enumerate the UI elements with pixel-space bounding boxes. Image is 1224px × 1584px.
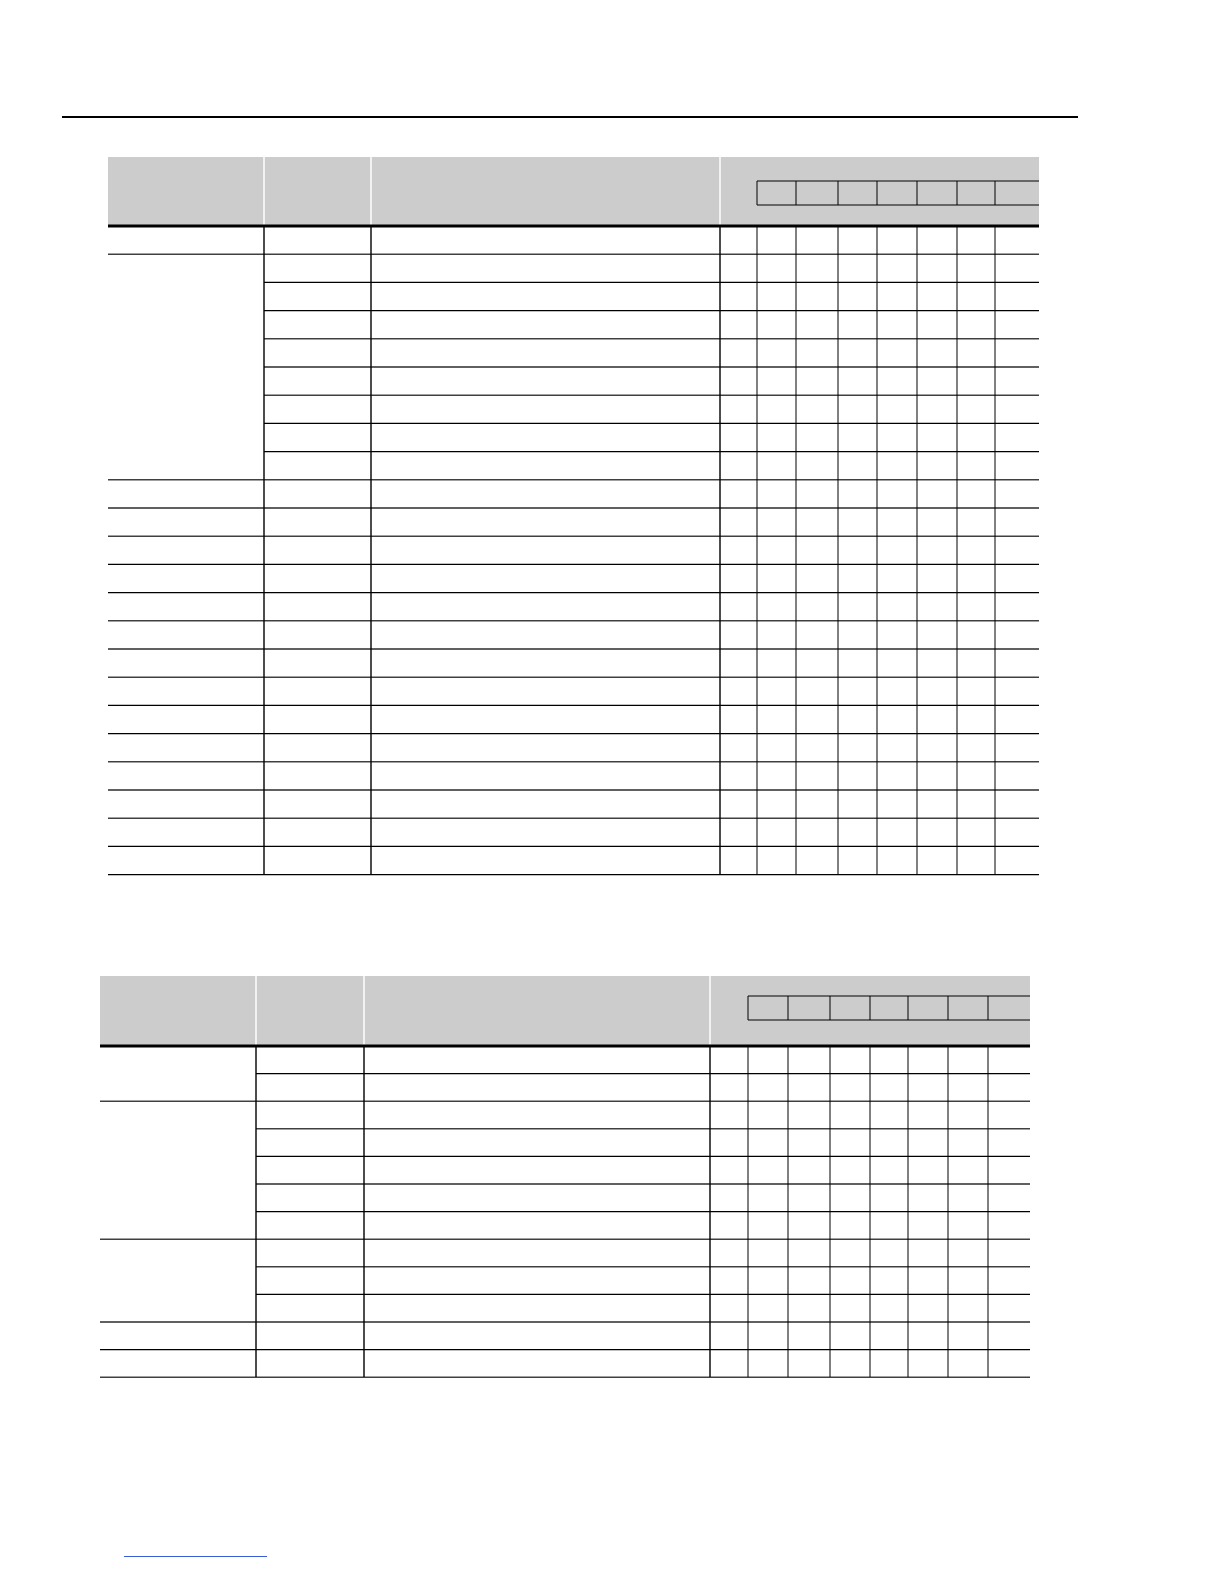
page-top-rule bbox=[62, 116, 1078, 118]
table-row bbox=[108, 734, 1039, 762]
table-row bbox=[100, 1350, 1030, 1378]
table-row bbox=[264, 254, 1039, 282]
table-row bbox=[264, 367, 1039, 395]
table-row bbox=[100, 1294, 1030, 1322]
table-row bbox=[108, 452, 1039, 480]
table-row bbox=[264, 339, 1039, 367]
table-row bbox=[256, 1129, 1030, 1157]
table-row bbox=[108, 846, 1039, 874]
header-background bbox=[100, 976, 1030, 1046]
table-1 bbox=[100, 150, 1050, 920]
table-row bbox=[108, 621, 1039, 649]
table-row bbox=[108, 564, 1039, 592]
table-2-grid bbox=[92, 970, 1042, 1390]
table-row bbox=[108, 705, 1039, 733]
table-row bbox=[256, 1267, 1030, 1295]
table-row bbox=[100, 1322, 1030, 1350]
table-row bbox=[108, 649, 1039, 677]
table-row bbox=[256, 1046, 1030, 1074]
table-row bbox=[100, 1074, 1030, 1102]
table-row bbox=[108, 677, 1039, 705]
table-row bbox=[108, 480, 1039, 508]
table-row bbox=[100, 1212, 1030, 1240]
table-row bbox=[264, 311, 1039, 339]
table-row bbox=[256, 1156, 1030, 1184]
table-row bbox=[264, 395, 1039, 423]
table-row bbox=[256, 1239, 1030, 1267]
table-row bbox=[108, 536, 1039, 564]
table-row bbox=[264, 282, 1039, 310]
table-row bbox=[108, 790, 1039, 818]
table-row bbox=[264, 423, 1039, 451]
table-row bbox=[108, 508, 1039, 536]
header-background bbox=[108, 157, 1039, 226]
table-2 bbox=[92, 970, 1042, 1390]
table-row bbox=[108, 818, 1039, 846]
table-row bbox=[108, 762, 1039, 790]
table-row bbox=[108, 593, 1039, 621]
table-row bbox=[256, 1101, 1030, 1129]
table-row bbox=[256, 1184, 1030, 1212]
table-1-grid bbox=[100, 150, 1050, 920]
footer-link-underline[interactable] bbox=[124, 1556, 267, 1557]
table-row bbox=[108, 226, 1039, 254]
